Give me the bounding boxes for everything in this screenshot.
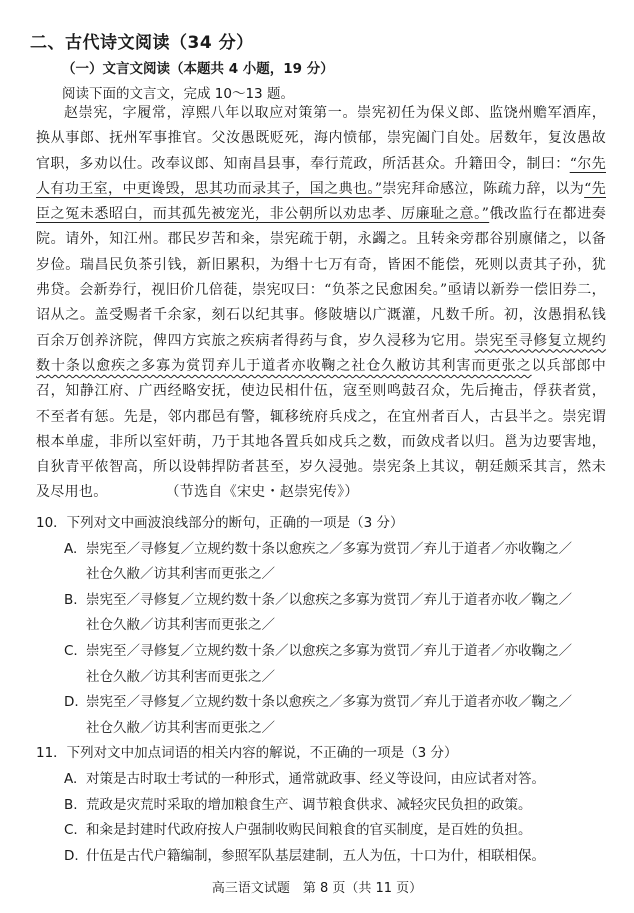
option-text-cont: 社仓久敝／访其利害而更张之／ (86, 617, 275, 634)
option-text: 对策是古时取士考试的一种形式，通常就政事、经义等设问，由应试者对答。 (86, 770, 545, 787)
question-11-option-c[interactable] (36, 818, 611, 844)
question-11-option-d[interactable] (36, 844, 611, 870)
option-text: 崇宪至／寻修复／立规约数十条以愈疾之／多寡为赏罚／弃儿于道者／亦收鞠之／ (86, 540, 572, 557)
option-letter: D. (64, 847, 79, 864)
question-10-stem: 10．下列对文中画波浪线部分的断句，正确的一项是（3 分） (36, 515, 404, 531)
subsection-title: （一）文言文阅读（本题共 4 小题，19 分） (62, 61, 334, 77)
question-11-option-a[interactable] (36, 767, 611, 793)
option-letter: D. (64, 694, 79, 711)
option-letter: B. (64, 796, 78, 813)
passage-source: （节选自《宋史・赵崇宪传》） (165, 484, 359, 501)
passage-text-4: 以兵部郎中召，知静江府、广西经略安抚，使边民相什伍，寇至则鸣鼓召众，先后掩击，俘获者赏，不至者有惩。先是，邻内郡邑有警，辄移统府兵戍之，在宜州者百人，古县半之。崇宪谓根本单虚，非所以室奸萌，乃于其地各置兵如戍兵之数，而敛戍者以归。邕为边要害地，自狄青平侬智高，所以设韩捍防者甚至，岁久浸弛。崇宪条上其议，朝廷颇采其言，然未及尽用也。 (36, 357, 606, 501)
option-text-cont: 社仓久敝／访其利害而更张之／ (86, 719, 275, 736)
option-letter: A. (64, 540, 78, 557)
section-title: 二、古代诗文阅读（34 分） (30, 33, 254, 53)
option-text-cont: 社仓久敝／访其利害而更张之／ (86, 566, 275, 583)
option-text: 崇宪至／寻修复／立规约数十条以愈疾之／多寡为赏罚／弃儿于道者亦收／鞠之／ (86, 694, 572, 711)
option-letter: B. (64, 591, 78, 608)
option-text: 崇宪至／寻修复／立规约数十条／以愈疾之多寡为赏罚／弃儿于道者／亦收鞠之／ (86, 642, 572, 659)
question-10-option-d[interactable] (36, 690, 611, 741)
wavy-underlined-sentence: 崇宪至寻修复立规约数十条以愈疾之多寡为赏罚弃儿于道者亦收鞠之社仓久敝访其利害而更张之 (36, 332, 607, 374)
option-text-cont: 社仓久敝／访其利害而更张之／ (86, 668, 275, 685)
option-text: 崇宪至／寻修复／立规约数十条／以愈疾之多寡为赏罚／弃儿于道者亦收／鞠之／ (86, 591, 572, 608)
instructions: 阅读下面的文言文，完成 10～13 题。 (62, 86, 294, 102)
option-text: 什伍是古代户籍编制，参照军队基层建制，五人为伍，十口为什，相联相保。 (86, 847, 545, 864)
classical-passage (36, 101, 606, 506)
option-letter: C. (64, 642, 78, 659)
option-text: 和籴是封建时代政府按人户强制收购民间粮食的官买制度，是百姓的负担。 (86, 822, 532, 839)
question-list (36, 511, 611, 869)
question-11-stem: 11．下列对文中加点词语的相关内容的解说，不正确的一项是（3 分） (36, 745, 458, 762)
option-text: 荒政是灾荒时采取的增加粮食生产、调节粮食供求、减轻灾民负担的政策。 (86, 796, 532, 813)
passage-text-1: 赵崇宪，字履常，淳熙八年以取应对策第一。崇宪初任为保义郎、监饶州赡军酒库，换从事郎、抚州军事推官。父汝愚既贬死，海内愤郁，崇宪阖门自处。居数年，复汝愚故官职，多劝以仕。改奉议郎、知南昌县事，奉行荒政，所活甚众。升籍田令，制曰： (36, 105, 606, 172)
page-footer: 高三语文试题 第 8 页（共 11 页） (211, 881, 423, 896)
passage-quote-1: “尔先人有功王室，中更谗毁，思其功而录其子，国之典也。” (36, 155, 606, 197)
passage-text-3: 俄改监行在都进奏院。请外，知江州。郡民岁苦和籴，崇宪疏于朝，永蠲之。且转籴旁郡谷别廪储之，以备岁俭。瑞昌民负茶引钱，新旧累积，为缗十七万有奇，皆困不能偿，死则以责其子孙，犹弗贷。会新券行，视旧价几倍蓰，崇宪叹曰：“负茶之民愈困矣。”亟请以新券一偿旧券二，诏从之。盖受赐者千余家，刻石以纪其事。修陂塘以广溉灌，凡数千所。初，汝愚捐私钱百余万创养济院，俾四方宾旅之疾病者得药与食，岁久浸移为它用。 (36, 206, 606, 349)
option-letter: A. (64, 770, 78, 787)
question-10-option-a[interactable] (36, 537, 611, 588)
option-letter: C. (64, 822, 78, 839)
question-11-option-b[interactable] (36, 793, 611, 819)
question-10-option-c[interactable] (36, 639, 611, 690)
passage-text-2: 崇宪拜命感泣，陈疏力辞，以为 (382, 180, 585, 197)
question-10-option-b[interactable] (36, 588, 611, 639)
passage-quote-2: “先臣之冤未悉昭白，而其孤先被宠光，非公朝所以劝忠孝、厉廉耻之意。” (36, 180, 606, 223)
